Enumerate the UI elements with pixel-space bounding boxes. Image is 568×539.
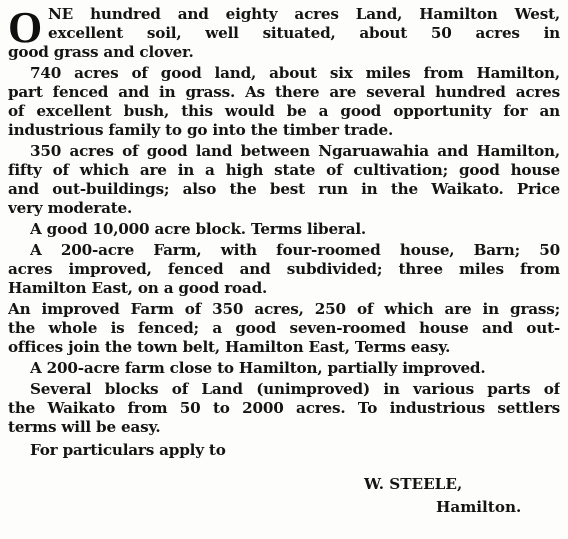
ad-line-18: offices join the town belt, Hamilton East, Terms easy. <box>8 338 451 356</box>
ad-line-17: the whole is fenced; a good seven-roomed house and out- <box>8 319 560 337</box>
ad-line-16: An improved Farm of 350 acres, 250 of which are in grass; <box>8 300 560 318</box>
ad-line-15: Hamilton East, on a good road. <box>8 279 268 297</box>
ad-line-13: A 200-acre Farm, with four-roomed house, Barn; 50 <box>30 241 560 259</box>
signature-place: Hamilton. <box>436 498 522 516</box>
ad-line-21: the Waikato from 50 to 2000 acres. To industrious settlers <box>8 399 560 417</box>
ad-line-4: 740 acres of good land, about six miles from Hamilton, <box>30 64 560 82</box>
signature-name: W. STEELE, <box>364 475 463 493</box>
ad-line-1: NE hundred and eighty acres Land, Hamilton West, <box>48 5 560 23</box>
ad-line-7: industrious family to go into the timber trade. <box>8 121 394 139</box>
ad-line-2: excellent soil, well situated, about 50 acres in <box>48 24 560 42</box>
ad-line-11: very moderate. <box>8 199 133 217</box>
ad-line-3: good grass and clover. <box>8 43 194 61</box>
ad-line-19: A 200-acre farm close to Hamilton, partially improved. <box>30 359 486 377</box>
ad-line-22: terms will be easy. <box>8 418 161 436</box>
ad-line-5: part fenced and in grass. As there are several hundred acres <box>8 83 560 101</box>
ad-line-14: acres improved, fenced and subdivided; three miles from <box>8 260 560 278</box>
ad-line-20: Several blocks of Land (unimproved) in various parts of <box>30 380 560 398</box>
ad-line-9: fifty of which are in a high state of cultivation; good house <box>8 161 560 179</box>
ad-line-8: 350 acres of good land between Ngaruawahia and Hamilton, <box>30 142 560 160</box>
ad-line-12: A good 10,000 acre block. Terms liberal. <box>30 220 367 238</box>
ad-line-6: of excellent bush, this would be a good opportunity for an <box>8 102 560 120</box>
ad-line-23: For particulars apply to <box>30 441 226 459</box>
ad-line-10: and out-buildings; also the best run in the Waikato. Price <box>8 180 560 198</box>
drop-cap: O <box>8 3 43 52</box>
